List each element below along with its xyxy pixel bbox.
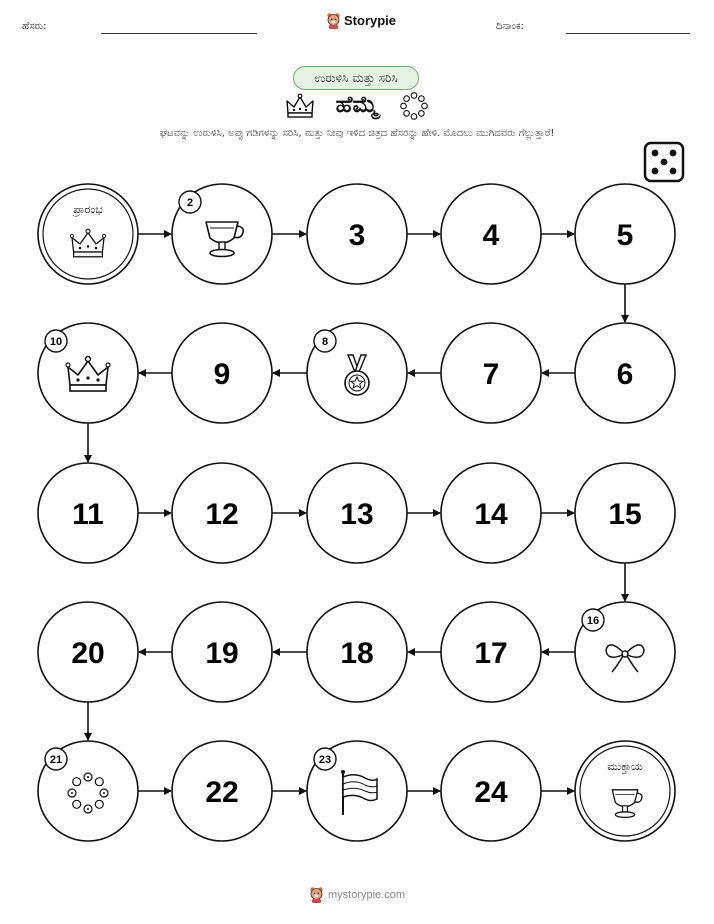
board-cells [38, 184, 675, 841]
cell-number: 18 [340, 637, 374, 670]
cell-badge-number: 21 [49, 754, 63, 766]
board-cell [38, 463, 138, 563]
finish-cell [575, 741, 675, 841]
subtitle-text: ಉರುಳಿಸಿ ಮತ್ತು ಸರಿಸಿ [314, 70, 398, 85]
board-cell [575, 184, 675, 284]
board-cell [441, 602, 541, 702]
board-cell [38, 323, 138, 423]
start-label: ಪ್ರಾರಂಭ [73, 203, 103, 216]
cell-number: 5 [616, 219, 634, 252]
board-cell [441, 184, 541, 284]
cell-badge-number: 16 [586, 615, 600, 627]
name-label: ಹೆಸರು: [22, 21, 47, 32]
cell-number: 24 [474, 776, 508, 809]
footer-site: mystorypie.com [328, 888, 406, 901]
board-cell [575, 323, 675, 423]
board-cell [307, 602, 407, 702]
cell-number: 13 [340, 498, 374, 531]
cell-number: 19 [205, 637, 239, 670]
board-cell [307, 323, 407, 423]
cell-number: 4 [482, 219, 500, 252]
footer [309, 886, 405, 903]
date-label: ದಿನಾಂಕ: [496, 21, 524, 32]
board-cell [575, 602, 675, 702]
storypie-bear-icon [309, 886, 324, 903]
cell-number: 7 [482, 358, 500, 391]
cell-number: 6 [616, 358, 634, 391]
cell-number: 9 [213, 358, 231, 391]
cell-badge-number: 8 [321, 336, 329, 348]
cell-number: 3 [348, 219, 366, 252]
cell-number: 17 [474, 637, 508, 670]
finish-label: ಮುಕ್ತಾಯ [607, 760, 643, 773]
board-cell [307, 463, 407, 563]
cell-number: 12 [205, 498, 239, 531]
cell-badge-number: 23 [318, 754, 332, 766]
brand-name: Storypie [344, 13, 397, 28]
page-title: ಹೆಮ್ಮೆ [335, 92, 379, 118]
board-cell [172, 463, 272, 563]
cell-number: 11 [72, 498, 104, 531]
cell-number: 20 [71, 637, 105, 670]
board-cell [172, 323, 272, 423]
board-cell [172, 602, 272, 702]
board-cell [441, 463, 541, 563]
cell-badge-number: 2 [186, 197, 194, 209]
board-cell [307, 184, 407, 284]
board-cell [38, 741, 138, 841]
cell-number: 14 [474, 498, 508, 531]
board-cell [441, 323, 541, 423]
instructions-text: ಘಟವನ್ನು ಉರುಳಿಸಿ, ಅಪ್ಪು ಗಡಿಗಳನ್ನು ಸರಿಸಿ, ಮತ್ತು ನೀವು ಇಳಿದ ಚಿತ್ರದ ಹೆಸರನ್ನು ಹೇಳಿ. ಮೊದಲು ಮುಗಿದವರು ಗೆಲ್ಲುತ್ತಾರೆ! [159, 128, 555, 139]
board-cell [38, 602, 138, 702]
cell-number: 22 [205, 776, 239, 809]
cell-badge-number: 10 [49, 336, 63, 348]
board-cell [172, 184, 272, 284]
start-cell [38, 184, 138, 284]
board-cell [307, 741, 407, 841]
board-cell [441, 741, 541, 841]
board-cell [575, 463, 675, 563]
board-cell [172, 741, 272, 841]
cell-number: 15 [608, 498, 642, 531]
